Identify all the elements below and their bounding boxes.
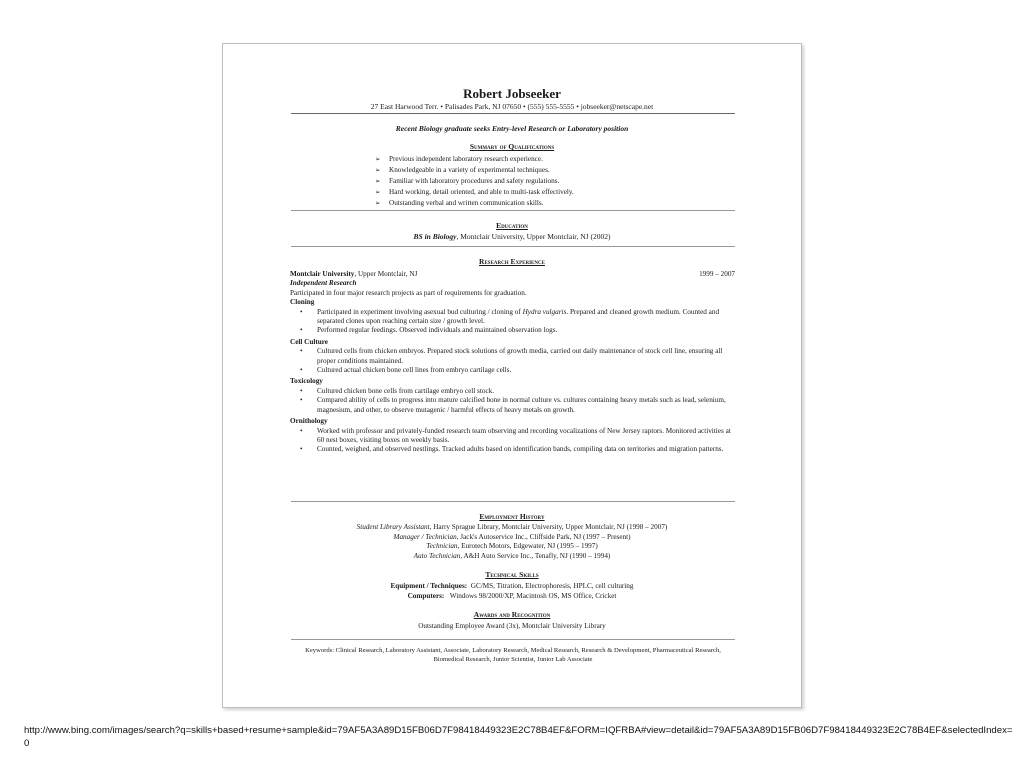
arrow-bullet-icon: ➢ [375, 189, 381, 196]
list-item: Manager / Technician, Jack's Autoservice Inc., Cliffside Park, NJ (1997 – Present) [393, 532, 631, 541]
cloning-heading: Cloning [290, 298, 315, 307]
list-item: ➢ Outstanding verbal and written communication skills. [375, 199, 544, 207]
source-url: http://www.bing.com/images/search?q=skills+based+resume+sample&id=79AF5A3A89D15FB06D7F98418449323E2C78B4EF&FORM=IQFRBA#view=detail&id=79AF5A3A89D15FB06D7F98418449323E2C78B4EF&selectedIndex=0 [24, 725, 1013, 749]
employment-list [223, 523, 801, 561]
list-item: • Cultured chicken bone cells from cartilage embryo cell stock. [300, 386, 495, 395]
skills-heading: Technical Skills [485, 570, 539, 579]
keywords: Keywords: Clinical Research, Laboratory Assistant, Associate, Laboratory Research, Medical Research, Research & Development, Pharmaceutical Research, Biomedical Research, Junior Scientist, Junior Lab Associate [305, 647, 721, 664]
education-heading: Education [496, 221, 528, 230]
cell-culture-heading: Cell Culture [290, 337, 328, 346]
bullet-icon: • [300, 386, 303, 395]
research-intro: Participated in four major research projects as part of requirements for graduation. [290, 288, 527, 297]
ornithology-heading: Ornithology [290, 417, 328, 426]
list-item: Auto Technician, A&H Auto Service Inc., Tenafly, NJ (1990 – 1994) [413, 551, 611, 560]
bullet-icon: • [300, 326, 303, 335]
list-item: • Cultured cells from chicken embryos. Prepared stock solutions of growth media, carried out daily maintenance of stock cell line, ensuring all proper conditions maintained. [300, 347, 723, 365]
research-heading: Research Experience [479, 257, 545, 266]
skills-list [223, 581, 801, 601]
list-item: • Cultured actual chicken bone cell lines from embryo cartilage cells. [300, 366, 512, 375]
research-dates: 1999 – 2007 [699, 270, 735, 278]
list-item: • Performed regular feedings. Observed individuals and maintained observation logs. [300, 326, 558, 335]
list-item: • Compared ability of cells to progress into mature calcified bone in normal culture vs. cultures containing heavy metals such as lead, selenium, magnesium, and other, to observe mutagenic / harmful effects of heavy metals on growth. [300, 396, 726, 414]
arrow-bullet-icon: ➢ [375, 156, 381, 163]
education-entry: BS in Biology, Montclair University, Upper Montclair, NJ (2002) [413, 232, 611, 241]
list-item: Student Library Assistant, Harry Sprague Library, Montclair University, Upper Montclair, NJ (1998 – 2007) [356, 523, 668, 531]
list-item: ➢ Familiar with laboratory procedures and safety regulations. [375, 177, 560, 185]
bullet-icon: • [300, 396, 303, 405]
arrow-bullet-icon: ➢ [375, 167, 381, 174]
list-item: ➢ Previous independent laboratory research experience. [375, 155, 543, 163]
qualifications-list [375, 154, 574, 209]
list-item: Technician, Eurotech Motors, Edgewater, NJ (1995 – 1997) [426, 542, 598, 551]
research-role: Independent Research [290, 279, 357, 288]
bullet-icon: • [300, 307, 303, 316]
list-item: ➢ Hard working, detail oriented, and able to multi-task effectively. [375, 188, 574, 196]
bullet-icon: • [300, 366, 303, 375]
research-org-row: Montclair University, Upper Montclair, NJ 1999 – 2007 [290, 270, 735, 278]
divider [291, 501, 735, 502]
list-item: • Worked with professor and privately-funded research team observing and recording vocalizations of New Jersey raptors. Monitored activities at 60 nest boxes, visiting boxes on weekly basis. [300, 426, 731, 444]
divider [291, 210, 735, 211]
contact-line: 27 East Harwood Terr. • Palisades Park, NJ 07650 • (555) 555-5555 • jobseeker@netscape.net [370, 102, 654, 111]
employment-heading: Employment History [479, 512, 545, 521]
resume-name: Robert Jobseeker [463, 86, 561, 101]
list-item: • Counted, weighed, and observed nestlings. Tracked adults based on identification bands, compiling data on territories and migration patterns. [300, 445, 724, 454]
bullet-icon: • [300, 445, 303, 454]
arrow-bullet-icon: ➢ [375, 178, 381, 185]
bullet-icon: • [300, 426, 303, 435]
resume-document [222, 43, 802, 708]
list-item: Equipment / Techniques: GC/MS, Titration, Electrophoresis, HPLC, cell culturing [390, 582, 634, 590]
summary-heading: Summary of Qualifications [469, 142, 555, 151]
divider [291, 639, 735, 640]
divider [291, 246, 735, 247]
arrow-bullet-icon: ➢ [375, 200, 381, 207]
awards-heading: Awards and Recognition [473, 610, 551, 619]
bullet-icon: • [300, 347, 303, 356]
divider [291, 113, 735, 114]
research-section [290, 270, 735, 455]
list-item: Computers: Windows 98/2000/XP, Macintosh OS, MS Office, Cricket [407, 592, 617, 600]
list-item: • Participated in experiment involving asexual bud culturing / cloning of Hydra vulgaris. Prepared and cleaned growth medium. Counted and separated clones upon reaching certain size / growth level. [300, 307, 720, 326]
awards-item: Outstanding Employee Award (3x), Montclair University Library [418, 622, 606, 630]
list-item: ➢ Knowledgeable in a variety of experimental techniques. [375, 166, 550, 174]
toxicology-heading: Toxicology [290, 377, 323, 386]
objective: Recent Biology graduate seeks Entry-level Research or Laboratory position [395, 124, 629, 133]
